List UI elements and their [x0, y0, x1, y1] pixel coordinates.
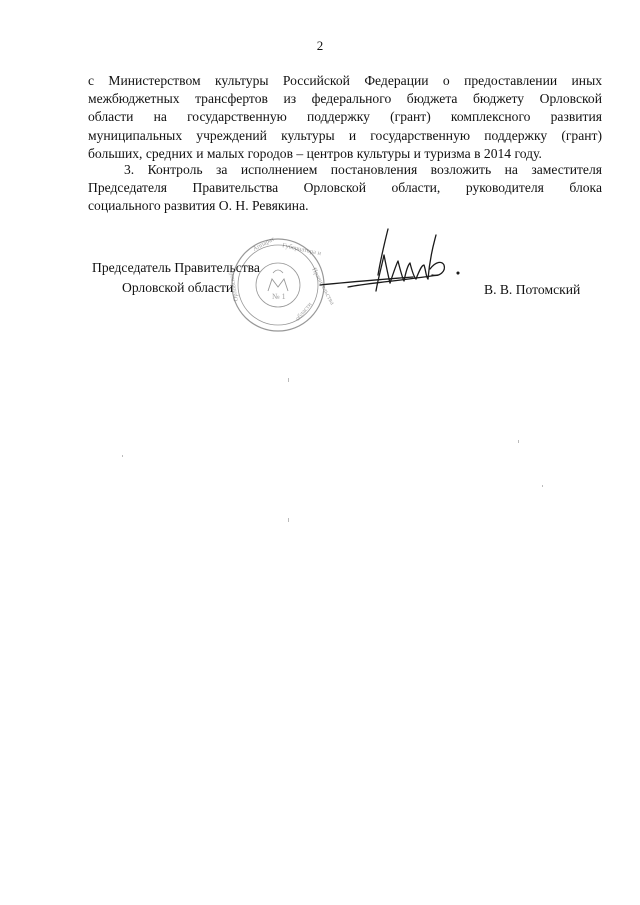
- signatory-title-line-2: Орловской области: [122, 280, 234, 295]
- scan-speck: [288, 378, 289, 382]
- scan-speck: [122, 455, 123, 457]
- svg-text:Губернатора и: Губернатора и: [281, 242, 322, 258]
- paragraph-1-line: области на государственную поддержку (грант) комплексного развития: [88, 109, 602, 125]
- svg-text:№ 1: № 1: [272, 292, 286, 301]
- svg-text:области: области: [294, 301, 314, 323]
- scan-speck: [518, 440, 519, 443]
- signatory-name: В. В. Потомский: [484, 282, 581, 297]
- paragraph-1-line: межбюджетных трансфертов из федерального бюджета бюджету Орловской: [88, 91, 602, 107]
- paragraph-2-line: Председателя Правительства Орловской области, руководителя блока: [88, 180, 602, 196]
- paragraph-2-line: 3. Контроль за исполнением постановления возложить на заместителя: [124, 162, 602, 177]
- svg-text:Аппарат: Аппарат: [251, 235, 276, 253]
- paragraph-2-line: социального развития О. Н. Ревякина.: [88, 198, 309, 214]
- svg-text:Правительства: Правительства: [310, 266, 336, 307]
- scan-speck: [542, 485, 543, 487]
- page-number: 2: [316, 38, 324, 53]
- paragraph-2: [88, 161, 602, 216]
- signature-block: [0, 235, 640, 345]
- paragraph-1-line: муниципальных учреждений культуры и государственную поддержку (грант): [88, 127, 602, 143]
- signatory-title-line-1: Председатель Правительства: [92, 260, 260, 275]
- paragraph-1-line: больших, средних и малых городов – центров культуры и туризма в 2014 году.: [88, 145, 542, 161]
- svg-text:Орловской: Орловской: [227, 271, 240, 302]
- paragraph-1: [88, 72, 602, 163]
- handwritten-signature: [318, 225, 468, 305]
- official-seal: [227, 235, 336, 335]
- scan-speck: [288, 518, 289, 522]
- paragraph-1-line: с Министерством культуры Российской Федерации о предоставлении иных: [88, 73, 602, 88]
